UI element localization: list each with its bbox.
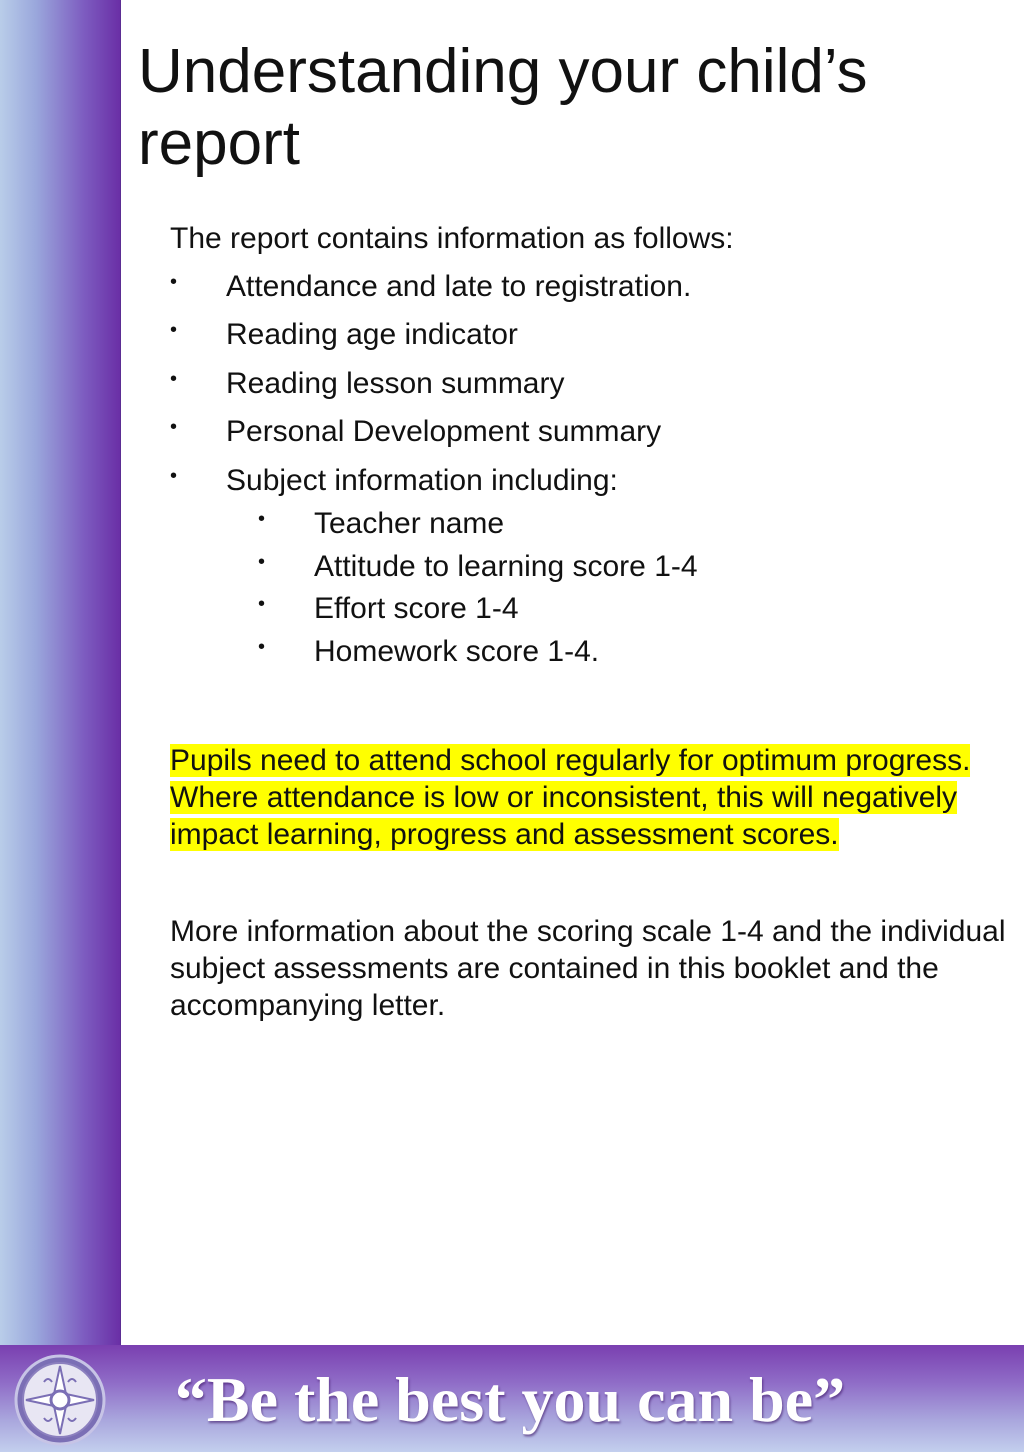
sub-item-teacher-name: • Teacher name — [258, 505, 1010, 543]
report-content — [170, 220, 1010, 1024]
report-items-list — [170, 268, 1010, 671]
school-crest-icon — [14, 1354, 106, 1446]
sub-item-homework-score: • Homework score 1-4. — [258, 633, 1010, 671]
footer-banner — [0, 1345, 1024, 1452]
subject-information-label: Subject information including: — [226, 463, 618, 497]
page-title: Understanding your child’s report — [138, 37, 868, 178]
list-item-attendance: • Attendance and late to registration. — [170, 268, 1010, 306]
subject-sub-list — [226, 505, 1010, 670]
list-item-reading-lesson: • Reading lesson summary — [170, 365, 1010, 403]
attendance-notice-text: Pupils need to attend school regularly for optimum progress. Where attendance is low or inconsistent, this will negatively impact learning, progress and assessment scores. — [170, 744, 971, 851]
list-item-personal-development: • Personal Development summary — [170, 413, 1010, 451]
sub-item-attitude-score: • Attitude to learning score 1-4 — [258, 548, 1010, 586]
list-item-subject-information — [170, 462, 1010, 671]
sub-item-effort-score: • Effort score 1-4 — [258, 590, 1010, 628]
school-motto: “Be the best you can be” — [174, 1364, 846, 1435]
more-information-text: More information about the scoring scale 1-4 and the individual subject assessments are contained in this booklet and the accompanying letter. — [170, 915, 1006, 1022]
attendance-notice — [170, 742, 1010, 853]
side-decorative-bar — [0, 0, 121, 1345]
intro-text: The report contains information as follows: — [170, 222, 734, 255]
list-item-reading-age: • Reading age indicator — [170, 316, 1010, 354]
